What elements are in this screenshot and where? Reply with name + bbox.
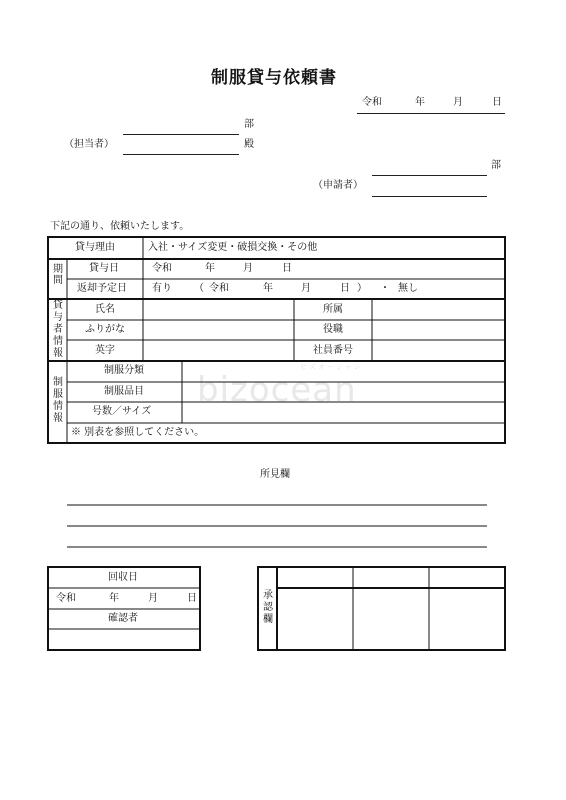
applicant-dept-line[interactable] <box>372 175 487 176</box>
recipient-dept-suffix: 部 <box>244 119 254 130</box>
return-day: 日 <box>340 283 350 294</box>
loan-date-month: 月 <box>243 263 253 274</box>
borrower-group-label <box>52 300 64 360</box>
return-yes[interactable]: 有り <box>152 283 172 294</box>
return-open-paren: （ <box>194 283 204 294</box>
return-month: 月 <box>301 283 311 294</box>
applicant-name-line[interactable] <box>372 196 487 197</box>
honorific: 殿 <box>244 139 254 150</box>
return-era: 令和 <box>209 283 229 294</box>
confirmer-label: 確認者 <box>108 613 138 624</box>
applicant-dept-suffix: 部 <box>491 160 501 171</box>
date-month: 月 <box>453 97 463 108</box>
return-year: 年 <box>263 283 273 294</box>
date-day: 日 <box>492 97 502 108</box>
item-label: 制服品目 <box>104 386 144 397</box>
category-label: 制服分類 <box>104 365 144 376</box>
approval-label <box>262 590 274 626</box>
opinion-label: 所見欄 <box>260 469 290 480</box>
loan-date-day: 日 <box>282 263 292 274</box>
reason-value[interactable]: 入社・サイズ変更・破損交換・その他 <box>148 242 318 253</box>
period-group-text: 期間 <box>53 264 63 286</box>
intro-text: 下記の通り、依頼いたします。 <box>50 221 190 232</box>
loan-date-year: 年 <box>205 263 215 274</box>
date-era: 令和 <box>362 97 382 108</box>
employee-no-label: 社員番号 <box>313 345 353 356</box>
loan-date-label: 貸与日 <box>89 263 119 274</box>
recipient-dept-line[interactable] <box>123 134 239 135</box>
date-underline <box>357 113 505 114</box>
approval-stamp-3[interactable] <box>430 589 504 649</box>
reason-label: 貸与理由 <box>75 242 115 253</box>
collection-era: 令和 <box>56 593 76 604</box>
affiliation-label: 所属 <box>323 304 343 315</box>
position-label: 役職 <box>323 324 343 335</box>
english-label: 英字 <box>95 345 115 356</box>
uniform-group-label <box>52 377 64 425</box>
recipient-name-line[interactable] <box>123 154 239 155</box>
approval-stamp-2[interactable] <box>354 589 428 649</box>
approval-stamp-1[interactable] <box>278 589 352 649</box>
return-dot: ・ <box>380 283 390 294</box>
size-label: 号数／サイズ <box>92 406 152 417</box>
document-title: 制服貸与依頼書 <box>211 68 337 88</box>
borrower-group-text: 貸与者情報 <box>53 300 63 359</box>
name-label: 氏名 <box>95 304 115 315</box>
collection-year: 年 <box>109 593 119 604</box>
return-date-label: 返却予定日 <box>77 283 127 294</box>
approval-label-text: 承認欄 <box>263 590 273 625</box>
return-close-paren: ） <box>357 283 367 294</box>
watermark-kana: ビズオーシャン <box>300 363 363 371</box>
collection-month: 月 <box>148 593 158 604</box>
person-label: （担当者） <box>64 139 114 150</box>
uniform-group-text: 制服情報 <box>53 377 63 424</box>
applicant-label: （申請者） <box>313 180 363 191</box>
collection-day: 日 <box>187 593 197 604</box>
watermark-logo: bizocean <box>197 370 357 410</box>
period-group-label <box>52 264 64 286</box>
kana-label: ふりがな <box>85 324 125 335</box>
date-year: 年 <box>415 97 425 108</box>
return-no[interactable]: 無し <box>398 283 418 294</box>
loan-date-era: 令和 <box>152 263 172 274</box>
note-text: ※ 別表を参照してください。 <box>71 427 205 438</box>
collection-label: 回収日 <box>108 572 138 583</box>
